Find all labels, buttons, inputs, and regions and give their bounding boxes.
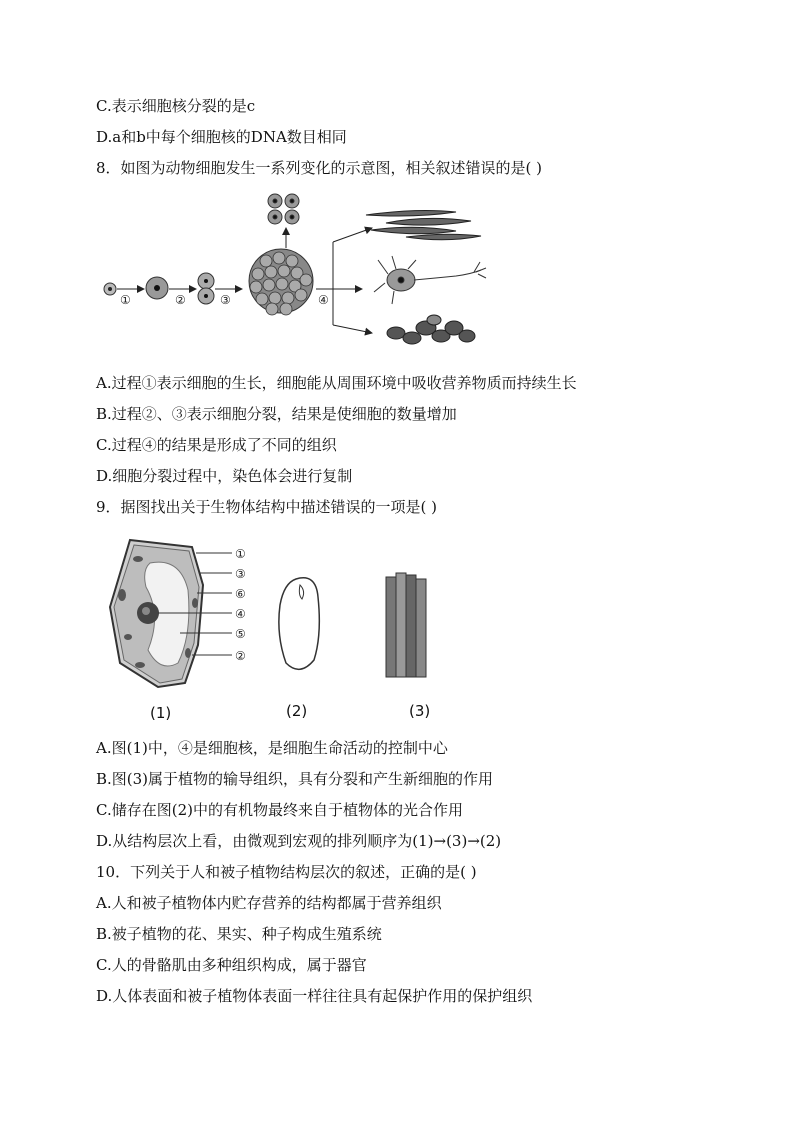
- q9-option-a: A.图(1)中，④是细胞核，是细胞生命活动的控制中心: [96, 739, 448, 757]
- label-4: ④: [235, 607, 246, 621]
- small-cell: [104, 283, 116, 295]
- q8-option-b: B.过程②、③表示细胞分裂，结果是使细胞的数量增加: [96, 405, 457, 423]
- dividing-cell: [198, 273, 214, 304]
- seed-diagram: [279, 578, 319, 670]
- label-6: ⑥: [235, 587, 246, 601]
- step-2-label: ②: [175, 293, 186, 307]
- q8-option-c: C.过程④的结果是形成了不同的组织: [96, 436, 337, 454]
- q7-option-c: C.表示细胞核分裂的是c: [96, 97, 256, 115]
- q8-option-d: D.细胞分裂过程中，染色体会进行复制: [96, 467, 353, 485]
- q8-stem: 8．如图为动物细胞发生一系列变化的示意图，相关叙述错误的是( ): [96, 159, 543, 177]
- label-1: ①: [235, 547, 246, 561]
- step-4-label: ④: [318, 293, 329, 307]
- q9-diagrams: [100, 535, 480, 700]
- nerve-cell: [374, 256, 486, 304]
- q7-option-d: D.a和b中每个细胞核的DNA数目相同: [96, 128, 347, 146]
- q8-option-a: A.过程①表示细胞的生长，细胞能从周围环境中吸收营养物质而持续生长: [96, 374, 577, 392]
- four-cell-group: [268, 194, 299, 224]
- step-3-label: ③: [220, 293, 231, 307]
- q10-stem: 10．下列关于人和被子植物结构层次的叙述，正确的是( ): [96, 863, 477, 881]
- cell-cluster: [249, 249, 313, 315]
- step-1-label: ①: [120, 293, 131, 307]
- q9-option-c: C.储存在图(2)中的有机物最终来自于植物体的光合作用: [96, 801, 463, 819]
- caption-3: (3): [409, 702, 431, 720]
- q10-option-d: D.人体表面和被子植物体表面一样往往具有起保护作用的保护组织: [96, 987, 533, 1005]
- blood-cells: [387, 315, 475, 344]
- grown-cell: [146, 277, 168, 299]
- q10-option-c: C.人的骨骼肌由多种组织构成，属于器官: [96, 956, 367, 974]
- caption-2: (2): [286, 702, 308, 720]
- q8-cell-development-diagram: [96, 188, 496, 358]
- q9-option-d: D.从结构层次上看，由微观到宏观的排列顺序为(1)→(3)→(2): [96, 832, 502, 850]
- plant-cell-diagram: [110, 540, 246, 687]
- caption-1: (1): [150, 704, 172, 722]
- muscle-tissue: [366, 211, 481, 240]
- q10-option-b: B.被子植物的花、果实、种子构成生殖系统: [96, 925, 382, 943]
- label-5: ⑤: [235, 627, 246, 641]
- vessel-tissue-diagram: [386, 573, 426, 677]
- q10-option-a: A.人和被子植物体内贮存营养的结构都属于营养组织: [96, 894, 442, 912]
- label-2: ②: [235, 649, 246, 663]
- label-3: ③: [235, 567, 246, 581]
- q9-stem: 9．据图找出关于生物体结构中描述错误的一项是( ): [96, 498, 438, 516]
- q9-option-b: B.图(3)属于植物的输导组织，具有分裂和产生新细胞的作用: [96, 770, 494, 788]
